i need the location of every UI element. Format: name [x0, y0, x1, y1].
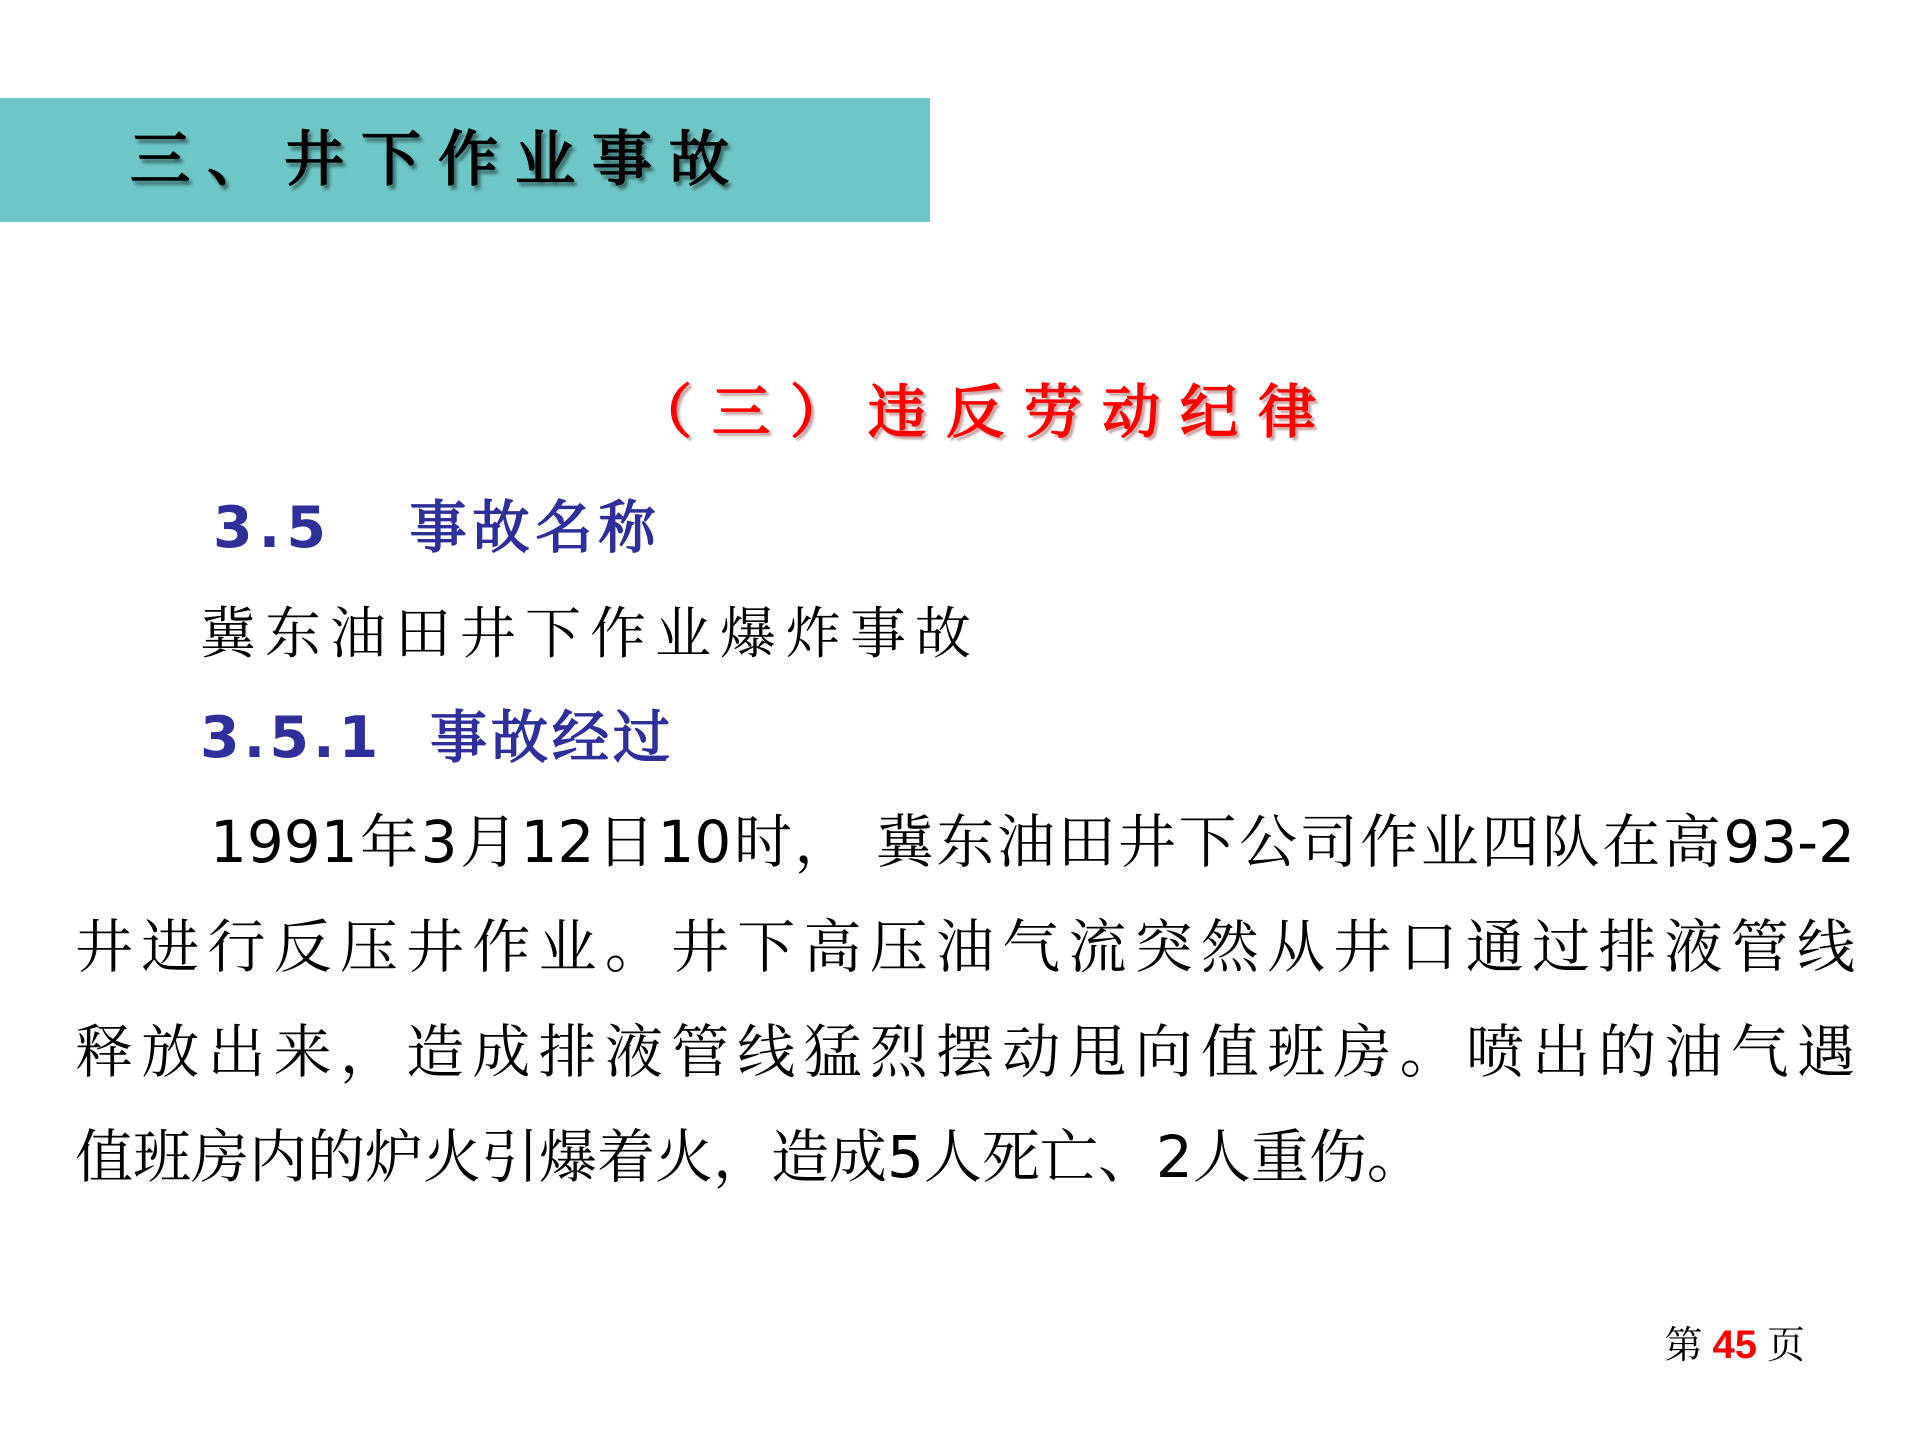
section-heading: （三）违反劳动纪律 — [633, 378, 1336, 446]
section-banner-title: 三、井下作业事故 — [130, 125, 746, 195]
section-banner — [0, 98, 930, 222]
page-number: 45 — [1712, 1323, 1757, 1367]
paragraph-line: 释放出来，造成排液管线猛烈摆动甩向值班房。喷出的油气遇 — [75, 1018, 1855, 1086]
footer-suffix: 页 — [1766, 1325, 1805, 1367]
page-footer — [1664, 1314, 1805, 1369]
body-paragraph — [75, 790, 1855, 1210]
footer-prefix: 第 — [1664, 1325, 1703, 1367]
heading-3-5: 3.5 事故名称 — [213, 495, 662, 561]
accident-name-line: 冀东油田井下作业爆炸事故 — [200, 602, 980, 667]
heading-3-5-1: 3.5.1 事故经过 — [200, 705, 674, 771]
paragraph-line: 1991年3月12日10时， 冀东油田井下公司作业四队在高93-2 — [210, 808, 1855, 876]
paragraph-line: 井进行反压井作业。井下高压油气流突然从井口通过排液管线 — [75, 913, 1855, 981]
paragraph-line: 值班房内的炉火引爆着火，造成5人死亡、2人重伤。 — [75, 1123, 1425, 1191]
